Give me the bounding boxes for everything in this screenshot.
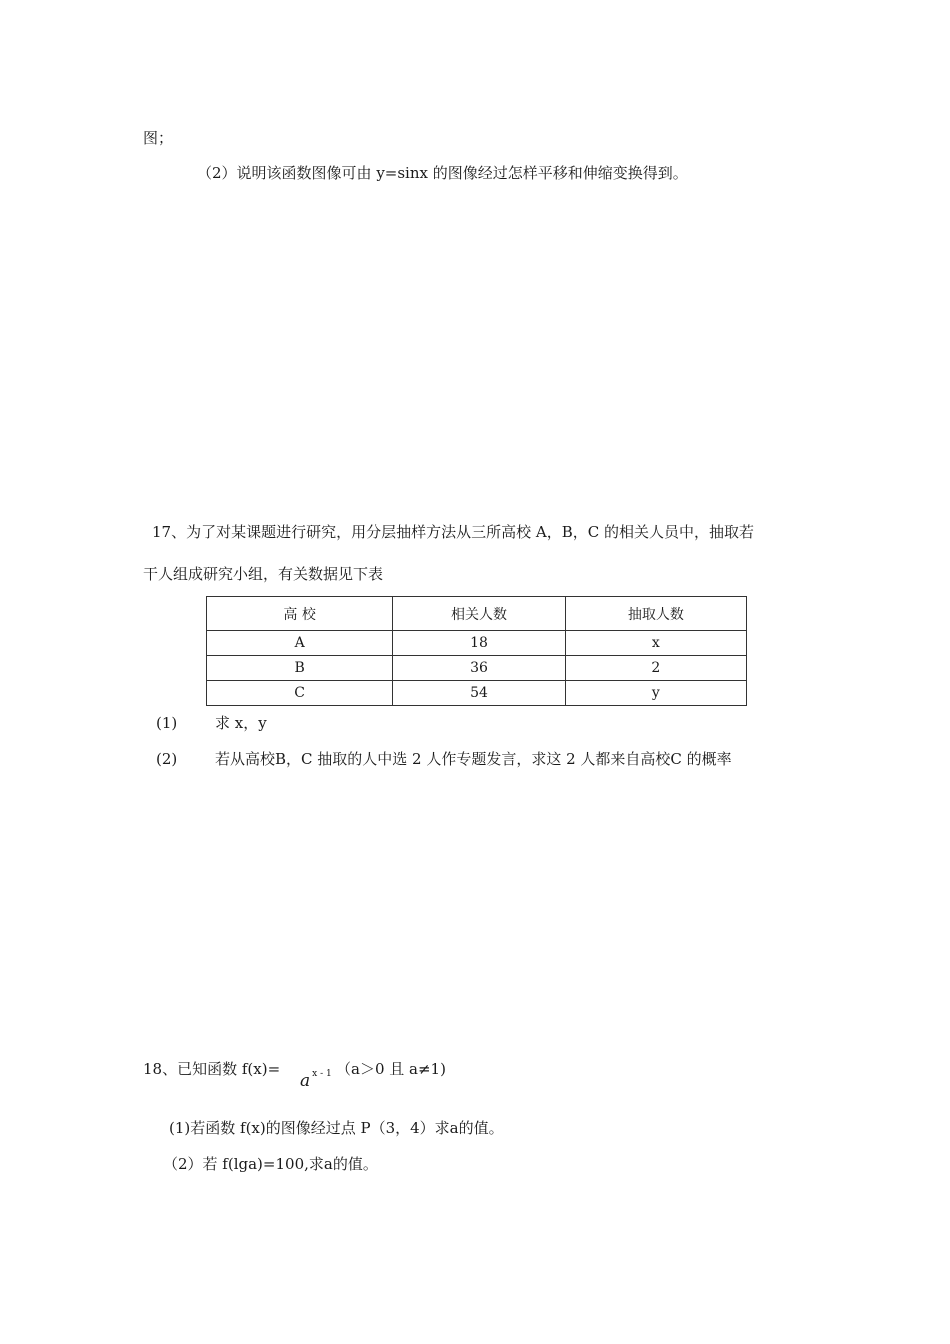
table-header-cell: 抽取人数 bbox=[565, 597, 746, 631]
table-cell: 18 bbox=[393, 631, 565, 656]
table-row bbox=[207, 656, 747, 681]
q17-stem-line-1: 17、为了对某课题进行研究，用分层抽样方法从三所高校 A，B，C 的相关人员中，抽取若 bbox=[152, 523, 754, 541]
q16-part-2: （2）说明该函数图像可由 y=sinx 的图像经过怎样平移和伸缩变换得到。 bbox=[197, 164, 688, 182]
q17-stem-line-2: 干人组成研究小组，有关数据见下表 bbox=[143, 565, 384, 583]
q18-part-1: (1)若函数 f(x)的图像经过点 P（3，4）求a的值。 bbox=[169, 1119, 504, 1137]
q18-stem bbox=[143, 1059, 280, 1079]
table-cell: y bbox=[565, 681, 746, 706]
q17-sub-1-number: (1) bbox=[156, 714, 178, 732]
q17-sub-1-text: 求 x，y bbox=[215, 714, 267, 732]
table-cell: 54 bbox=[393, 681, 565, 706]
formula-base: a bbox=[300, 1071, 311, 1091]
table-row bbox=[207, 631, 747, 656]
q17-sub-2-number: (2) bbox=[156, 750, 178, 768]
q18-formula bbox=[300, 1071, 332, 1094]
q18-part-2: （2）若 f(lga)=100,求a的值。 bbox=[163, 1155, 378, 1173]
table-header-cell: 相关人数 bbox=[393, 597, 565, 631]
table-cell: x bbox=[565, 631, 746, 656]
q17-sub-2-text: 若从高校B，C 抽取的人中选 2 人作专题发言，求这 2 人都来自高校C 的概率 bbox=[215, 750, 732, 768]
q18-stem-prefix: 18、已知函数 f(x)= bbox=[143, 1060, 281, 1078]
formula-exponent: x - 1 bbox=[312, 1069, 332, 1079]
q18-condition: （a＞0 且 a≠1) bbox=[336, 1060, 446, 1078]
table-header-cell: 高 校 bbox=[207, 597, 393, 631]
q16-line-tail: 图； bbox=[143, 129, 174, 147]
table-cell: B bbox=[207, 656, 393, 681]
table-cell: 36 bbox=[393, 656, 565, 681]
table-header-row bbox=[207, 597, 747, 631]
q17-data-table bbox=[206, 596, 747, 706]
table-cell: A bbox=[207, 631, 393, 656]
table-cell: C bbox=[207, 681, 393, 706]
table-cell: 2 bbox=[565, 656, 746, 681]
table-row bbox=[207, 681, 747, 706]
